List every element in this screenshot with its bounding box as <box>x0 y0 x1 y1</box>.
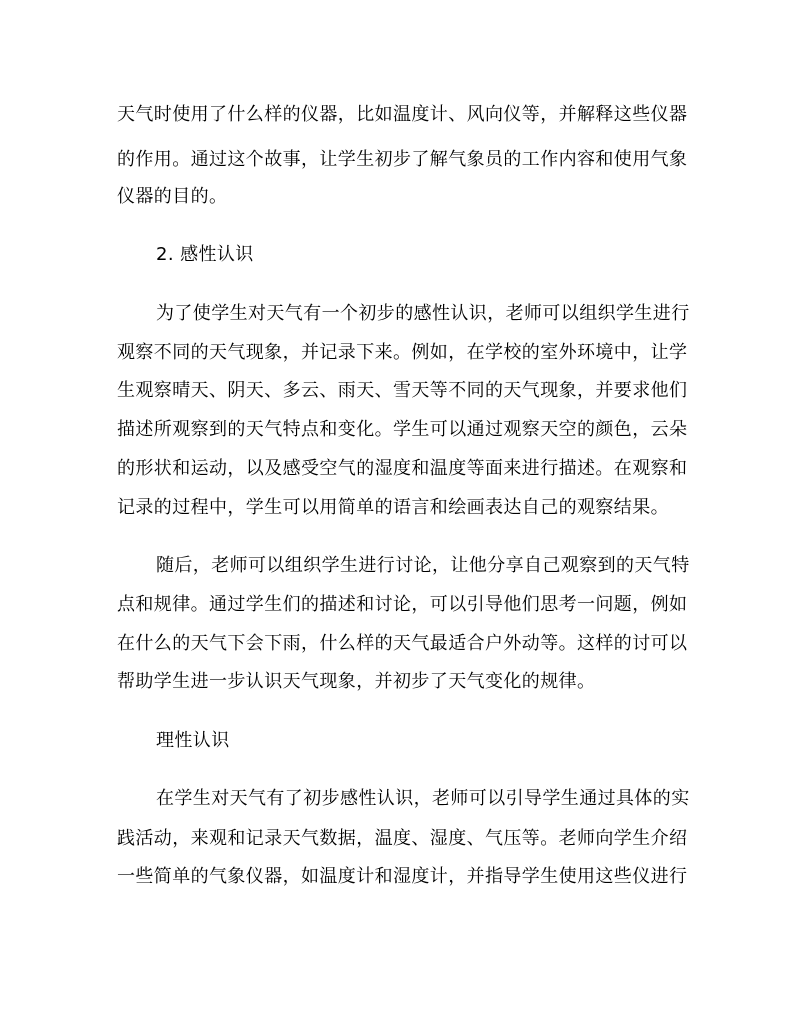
paragraph-intro-end-line-2: 的作用。通过这个故事，让学生初步了解气象员的工作内容和使用气象 <box>117 149 688 170</box>
section-heading-perceptual: 2. 感性认识 <box>156 244 254 265</box>
paragraph-discussion-line-3: 在什么的天气下会下雨，什么样的天气最适合户外动等。这样的讨可以 <box>117 633 688 654</box>
paragraph-perceptual-line-4: 描述所观察到的天气特点和变化。学生可以通过观察天空的颜色，云朵 <box>117 419 688 440</box>
paragraph-discussion-line-1: 随后，老师可以组织学生进行讨论，让他分享自己观察到的天气特 <box>156 555 690 576</box>
paragraph-intro-end-line-1: 天气时使用了什么样的仪器，比如温度计、风向仪等，并解释这些仪器 <box>117 104 688 125</box>
paragraph-perceptual-line-3: 生观察晴天、阴天、多云、雨天、雪天等不同的天气现象，并要求他们 <box>117 380 688 401</box>
paragraph-discussion-line-4: 帮助学生进一步认识天气现象，并初步了天气变化的规律。 <box>117 671 596 692</box>
paragraph-rational-line-3: 一些简单的气象仪器，如温度计和湿度计，并指导学生使用这些仪进行 <box>117 866 688 887</box>
paragraph-discussion-line-2: 点和规律。通过学生们的描述和讨论，可以引导他们思考一问题，例如 <box>117 594 688 615</box>
section-heading-rational: 理性认识 <box>156 730 230 751</box>
paragraph-rational-line-2: 践活动，来观和记录天气数据，温度、湿度、气压等。老师向学生介绍 <box>117 828 688 849</box>
paragraph-perceptual-line-6: 记录的过程中，学生可以用简单的语言和绘画表达自己的观察结果。 <box>117 497 669 518</box>
paragraph-perceptual-line-1: 为了使学生对天气有一个初步的感性认识，老师可以组织学生进行 <box>156 303 690 324</box>
paragraph-perceptual-line-5: 的形状和运动，以及感受空气的湿度和温度等面来进行描述。在观察和 <box>117 458 688 479</box>
paragraph-perceptual-line-2: 观察不同的天气现象，并记录下来。例如，在学校的室外环境中，让学 <box>117 342 688 363</box>
paragraph-rational-line-1: 在学生对天气有了初步感性认识，老师可以引导学生通过具体的实 <box>156 788 690 809</box>
paragraph-intro-end-line-3: 仪器的目的。 <box>117 186 228 207</box>
